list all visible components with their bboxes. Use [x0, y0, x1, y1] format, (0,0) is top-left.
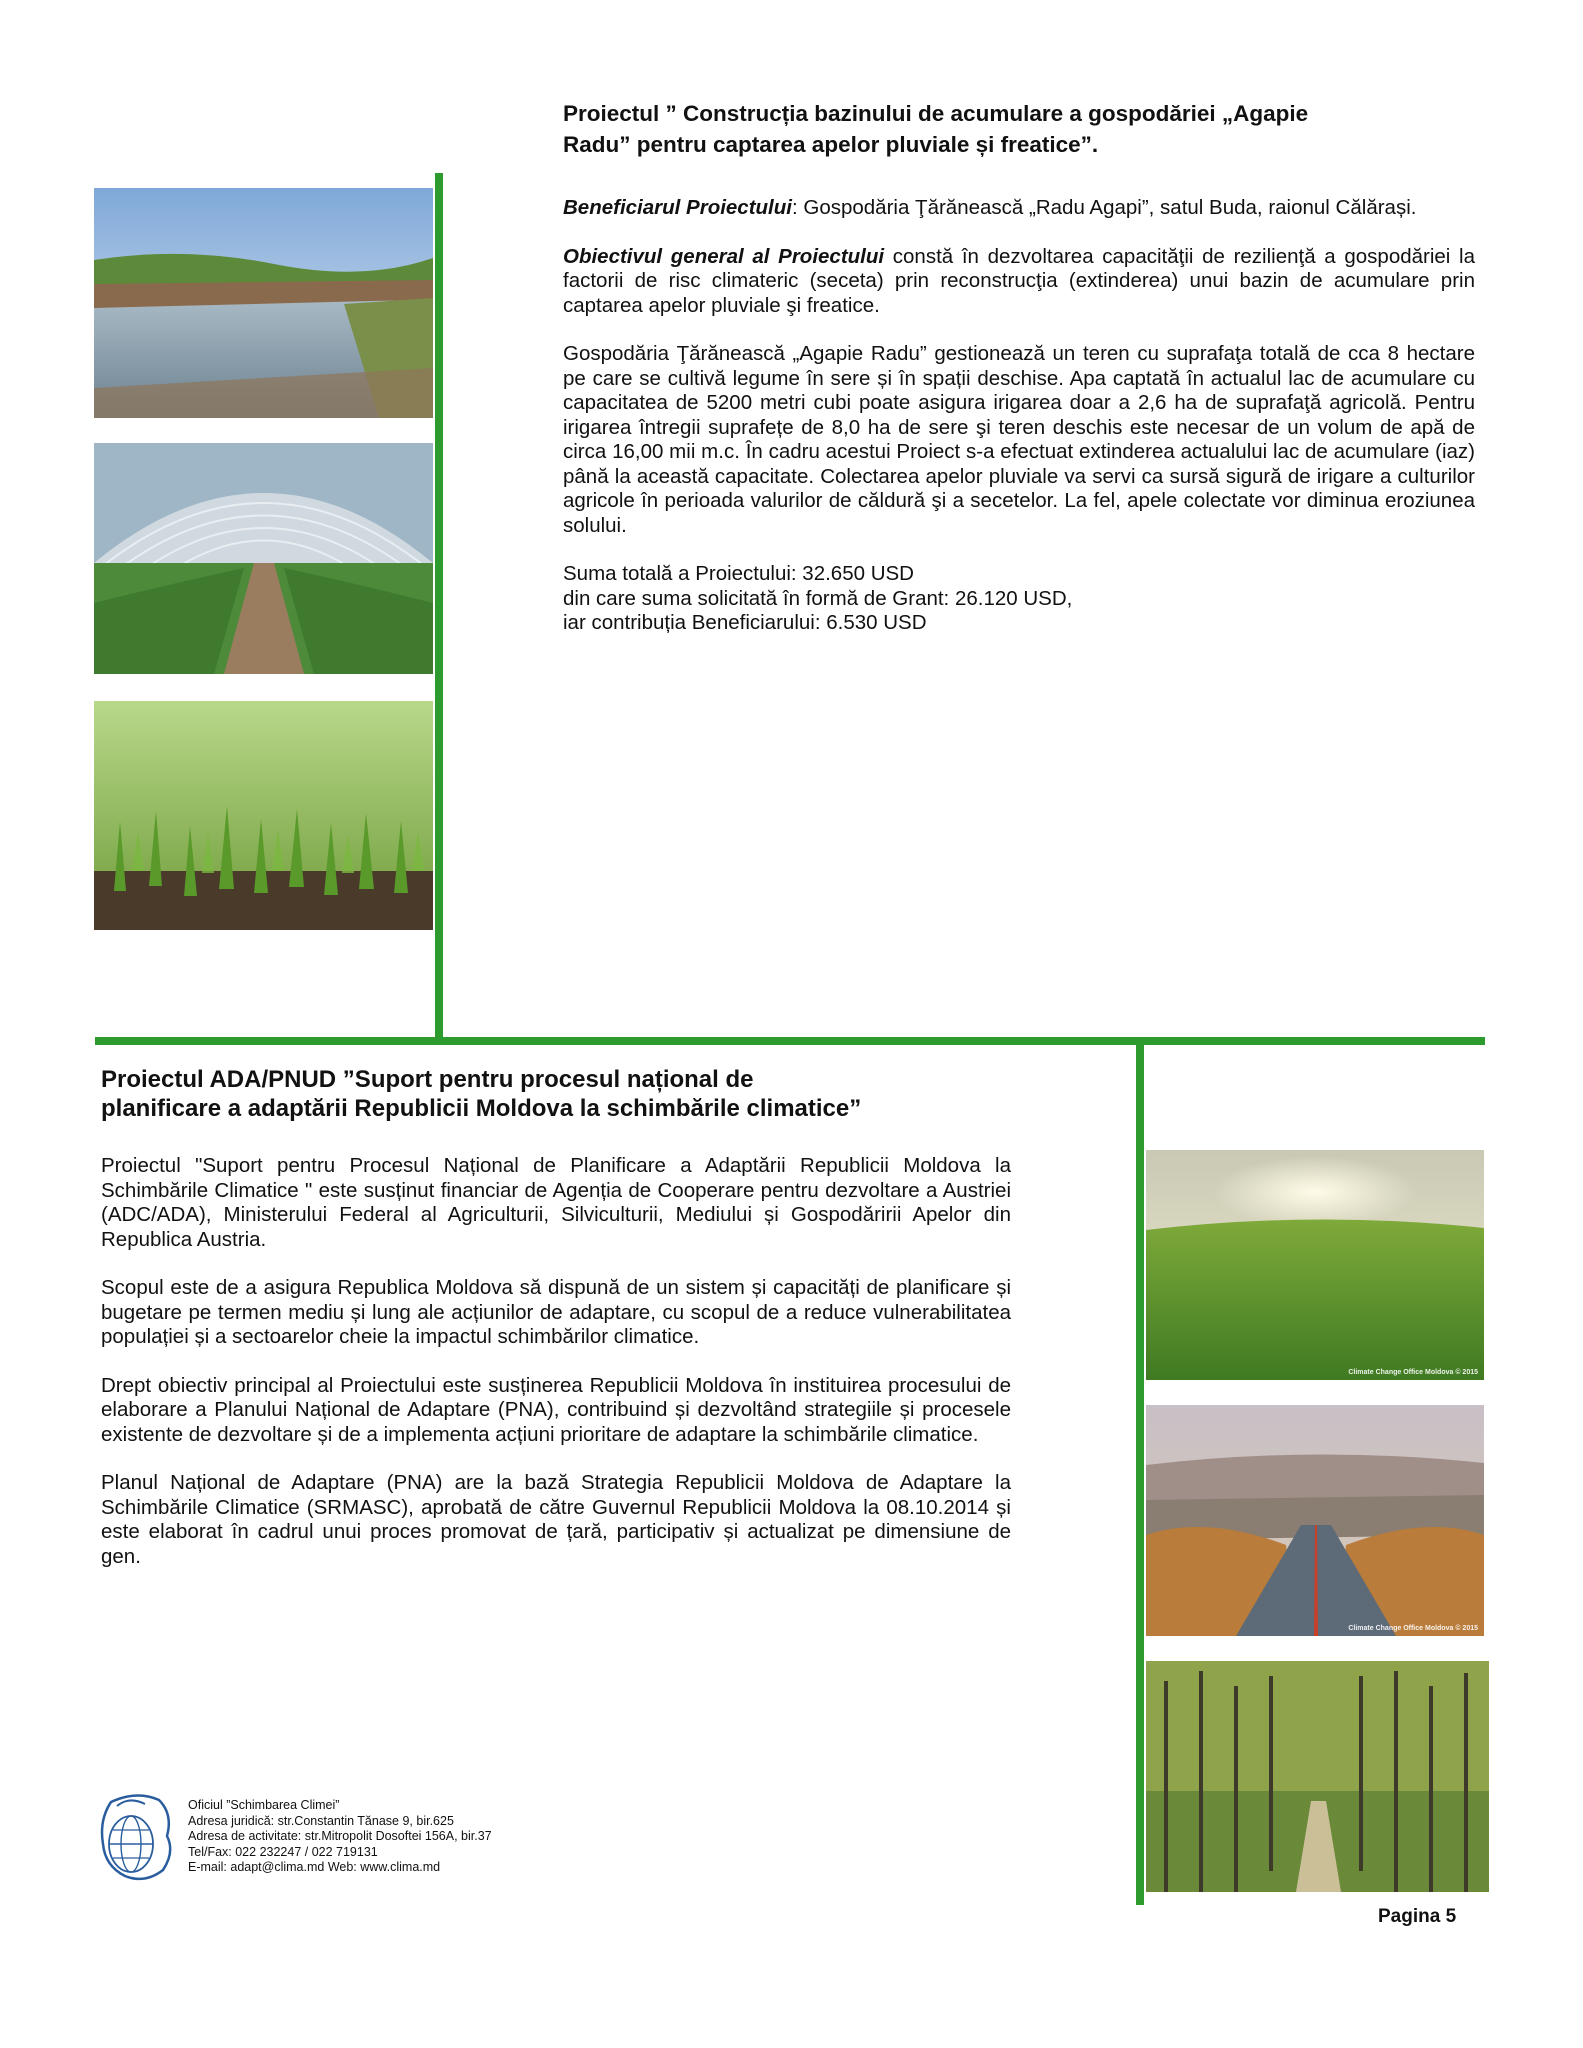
sum-contribution: iar contribuția Beneficiarului: 6.530 USD: [563, 611, 927, 634]
photo-forest: [1146, 1661, 1489, 1892]
photo-watermark: Climate Change Office Moldova © 2015: [1348, 1369, 1478, 1376]
section2-title: [101, 1065, 1101, 1123]
photo-greenhouse: [94, 443, 433, 674]
section2-para2: Scopul este de a asigura Republica Moldova să dispună de un sistem și capacități de planificare și bugetare pe termen mediu și lung ale acțiunilor de adaptare, cu scopul de a reduce vulnerabilitatea populației și a sectoarelor cheie la impactul schimbărilor climatice.: [101, 1276, 1011, 1348]
beneficiary-text: : Gospodăria Ţărănească „Radu Agapi”, satul Buda, raionul Călărași.: [791, 196, 1417, 219]
section2-para3: Drept obiectiv principal al Proiectului este susținerea Republicii Moldova în instituirea procesului de elaborare a Planului Național de Adaptare (PNA), contribuind și dezvoltând strategiile și procesele existente de dezvoltare și de a implementa acțiuni prioritare de adaptare la schimbările climatice.: [101, 1373, 1011, 1446]
footer-phone: Tel/Fax: 022 232247 / 022 719131: [188, 1844, 378, 1859]
section2-title-line1: Proiectul ADA/PNUD ”Suport pentru procesul național de: [101, 1066, 754, 1093]
section2-para4: Planul Național de Adaptare (PNA) are la bază Strategia Republicii Moldova de Adaptare la Schimbările Climatice (SRMASC), aprobată de către Guvernul Republicii Moldova la 08.10.2014 și este elaborat în cadrul unui proces promovat de țară, participativ și actualizat pe dimensiune de gen.: [101, 1471, 1011, 1568]
description-paragraph: Gospodăria Ţărănească „Agapie Radu” gestionează un teren cu suprafaţa totală de cca 8 hectare pe care se cultivă legume în sere și în spații deschise. Apa captată în actualul lac de acumulare cu capacitatea de 5200 metri cubi poate asigura irigarea doar a 2,6 ha de suprafaţă agricolă. Pentru irigarea întregii suprafețe de 8,0 ha de sere şi teren deschis este necesar de un volum de apă de circa 16,00 mii m.c. În cadru acestui Proiect s-a efectuat extinderea actualului lac de acumulare (iaz) până la această capacitate. Colectarea apelor pluviale va servi ca sursă sigură de irigare a culturilor agricole în perioada valurilor de căldură şi a secetelor. La fel, apele colectate vor diminua eroziunea solului.: [563, 342, 1475, 537]
photo-pond: [94, 188, 433, 418]
section2-title-line2: planificare a adaptării Republicii Moldova la schimbările climatice”: [101, 1095, 862, 1122]
section2-body: [101, 1154, 1011, 1569]
footer-activity-address: Adresa de activitate: str.Mitropolit Dosoftei 156A, bir.37: [188, 1829, 492, 1843]
photo-seedlings: [94, 701, 433, 930]
photo-green-field: [1146, 1150, 1484, 1380]
objective-paragraph: [563, 245, 1475, 319]
footer-contact: [188, 1798, 608, 1876]
section1-title: [563, 98, 1463, 160]
divider-horizontal: [95, 1037, 1485, 1045]
section2-para1: Proiectul "Suport pentru Procesul Național de Planificare a Adaptării Republicii Moldova la Schimbările Climatice " este susținut financiar de Agenția de Cooperare pentru dezvoltare a Austriei (ADC/ADA), Ministerului Federal al Agriculturii, Silviculturii, Mediului și Gospodăririi Apelor din Republica Austria.: [101, 1154, 1011, 1251]
section1-body: [563, 196, 1475, 636]
footer-legal-address: Adresa juridică: str.Constantin Tănase 9, bir.625: [188, 1813, 454, 1828]
objective-text: constă în dezvoltarea capacităţii de rezilienţă a gospodăriei la factorii de risc climateric (seceta) prin reconstrucţia (extinderea) unui bazin de acumulare prin captarea apelor pluviale şi freatice.: [563, 244, 1475, 317]
footer-org: Oficiul ”Schimbarea Climei”: [188, 1798, 340, 1812]
section1-title-line1: Proiectul ” Construcția bazinului de acumulare a gospodăriei „Agapie: [563, 101, 1309, 126]
objective-label: Obiectivul general al Proiectului: [563, 244, 885, 268]
sum-total: Suma totală a Proiectului: 32.650 USD: [563, 562, 914, 585]
page-number: Pagina 5: [1378, 1906, 1457, 1927]
footer-contacts: E-mail: adapt@clima.md Web: www.clima.md: [188, 1860, 441, 1874]
beneficiary-label: Beneficiarul Proiectului: [563, 196, 792, 219]
divider-vertical-top: [435, 173, 443, 1040]
photo-highway: [1146, 1405, 1484, 1636]
footer-logo: [97, 1792, 179, 1886]
section1-title-line2: Radu” pentru captarea apelor pluviale și freatice”.: [563, 132, 1099, 157]
divider-vertical-bottom: [1136, 1040, 1144, 1905]
photo-watermark: Climate Change Office Moldova © 2015: [1348, 1625, 1478, 1632]
beneficiary-paragraph: [563, 196, 1475, 221]
sums-block: [563, 562, 1475, 636]
sum-grant: din care suma solicitată în formă de Grant: 26.120 USD,: [563, 586, 1073, 610]
clima-globe-logo-icon: [97, 1792, 179, 1886]
